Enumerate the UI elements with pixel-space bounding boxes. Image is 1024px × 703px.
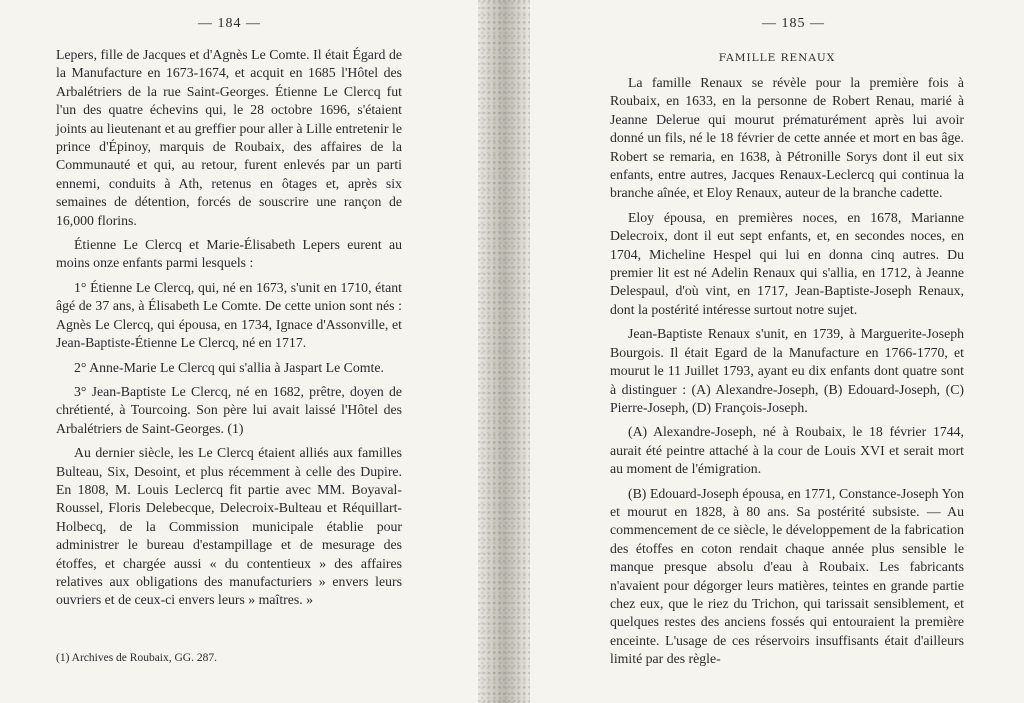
right-page-number: — 185 —: [762, 16, 825, 31]
left-page-body: [56, 46, 402, 616]
paragraph: Jean-Baptiste Renaux s'unit, en 1739, à Marguerite-Joseph Bourgois. Il était Egard de la Manufacture en 1766-1770, et mourut le 11 Juillet 1793, ayant eu dix enfants dont quatre sont à distinguer : (A) Alexandre-Joseph, (B) Edouard-Joseph, (C) Pierre-Joseph, (D) François-Joseph.: [610, 326, 964, 415]
paragraph: Eloy épousa, en premières noces, en 1678, Marianne Delecroix, dont il eut sept enfants, et, en secondes noces, en 1704, Micheline Hespel qui lui en donna cinq autres. Du premier lit est né Adelin Renaux qui s'allia, en 1712, à Jeanne Delespaul, d'où vint, en 1717, Jean-Baptiste-Joseph Renaux, dont la postérité intéresse surtout notre sujet.: [610, 209, 964, 317]
book-gutter: [478, 0, 530, 703]
footnote: (1) Archives de Roubaix, GG. 287.: [56, 652, 217, 664]
running-head: FAMILLE RENAUX: [718, 52, 836, 64]
right-page: [530, 0, 1024, 703]
left-page-number: — 184 —: [198, 16, 261, 31]
paragraph: Étienne Le Clercq et Marie-Élisabeth Lepers eurent au moins onze enfants parmi lesquels :: [56, 237, 402, 271]
paragraph: (B) Edouard-Joseph épousa, en 1771, Constance-Joseph Yon et mourut en 1828, à 80 ans. Sa postérité subsiste. — Au commencement de ce siècle, le développement de la fabrication des étoffes en coton rendait chaque année plus sensible le manque presque absolu d'eau à Roubaix. Les fabricants n'avaient pour dégorger leurs matières, teintes en grande partie chez eux, que le riez du Trichon, qui tarissait sensiblement, et quelques restes des anciens fossés qui entouraient la première enceinte. L'usage de ces réservoirs insuffisants était d'ailleurs limité par des règle-: [610, 485, 964, 667]
left-page: [0, 0, 478, 703]
paragraph: La famille Renaux se révèle pour la première fois à Roubaix, en 1633, en la personne de Robert Renau, marié à Jeanne Delerue qui mourut prématurément après lui avoir donné un fils, né le 18 février de cette année et mort en bas âge. Robert se remaria, en 1638, à Pétronille Sorys dont il eut six enfants, entre autres, Jacques Renaux-Leclercq qui continua la branche aînée, et Eloy Renaux, auteur de la branche cadette.: [610, 75, 964, 201]
paragraph: Au dernier siècle, les Le Clercq étaient alliés aux familles Bulteau, Six, Desoint, et plus récemment à celle des Dupire. En 1808, M. Louis Leclercq fit partie avec MM. Boyaval-Roussel, Floris Delebecque, Delecroix-Bulteau et Réquillart-Holbecq, de la Commission municipale établie pour administrer le bureau d'estampillage et de mesurage des étoffes, et chargée aussi « du contentieux » des affaires relatives aux obligations des manufacturiers » envers leurs ouvriers et de ceux-ci envers leurs » maîtres. »: [56, 445, 402, 608]
paragraph: 3° Jean-Baptiste Le Clercq, né en 1682, prêtre, doyen de chrétienté, à Tourcoing. Son père lui avait laissé l'Hôtel des Arbalétriers de Saint-Georges. (1): [56, 383, 402, 436]
paragraph: Lepers, fille de Jacques et d'Agnès Le Comte. Il était Égard de la Manufacture en 1673-1674, et acquit en 1685 l'Hôtel des Arbalétriers de la rue Saint-Georges. Étienne Le Clercq fut l'un des quatre échevins qui, le 28 octobre 1696, s'étaient joints au lieutenant et au greffier pour aller à Lille entretenir le prince d'Épinoy, marquis de Roubaix, des affaires de la Communauté et qui, au retour, furent enlevés par un parti ennemi, conduits à Ath, retenus en ôtages et, après six semaines de détention, forcés de souscrire une rançon de 16,000 florins.: [56, 47, 402, 228]
paragraph: 1° Étienne Le Clercq, qui, né en 1673, s'unit en 1710, étant âgé de 37 ans, à Élisabeth Le Comte. De cette union sont nés : Agnès Le Clercq, qui épousa, en 1734, Ignace d'Assonville, et Jean-Baptiste-Étienne Le Clercq, né en 1717.: [56, 279, 402, 351]
paragraph: 2° Anne-Marie Le Clercq qui s'allia à Jaspart Le Comte.: [74, 359, 384, 375]
right-page-body: [610, 74, 964, 675]
paragraph: (A) Alexandre-Joseph, né à Roubaix, le 18 février 1744, aurait été peintre attaché à la cour de Louis XVI et serait mort au moment de l'émigration.: [610, 424, 964, 477]
